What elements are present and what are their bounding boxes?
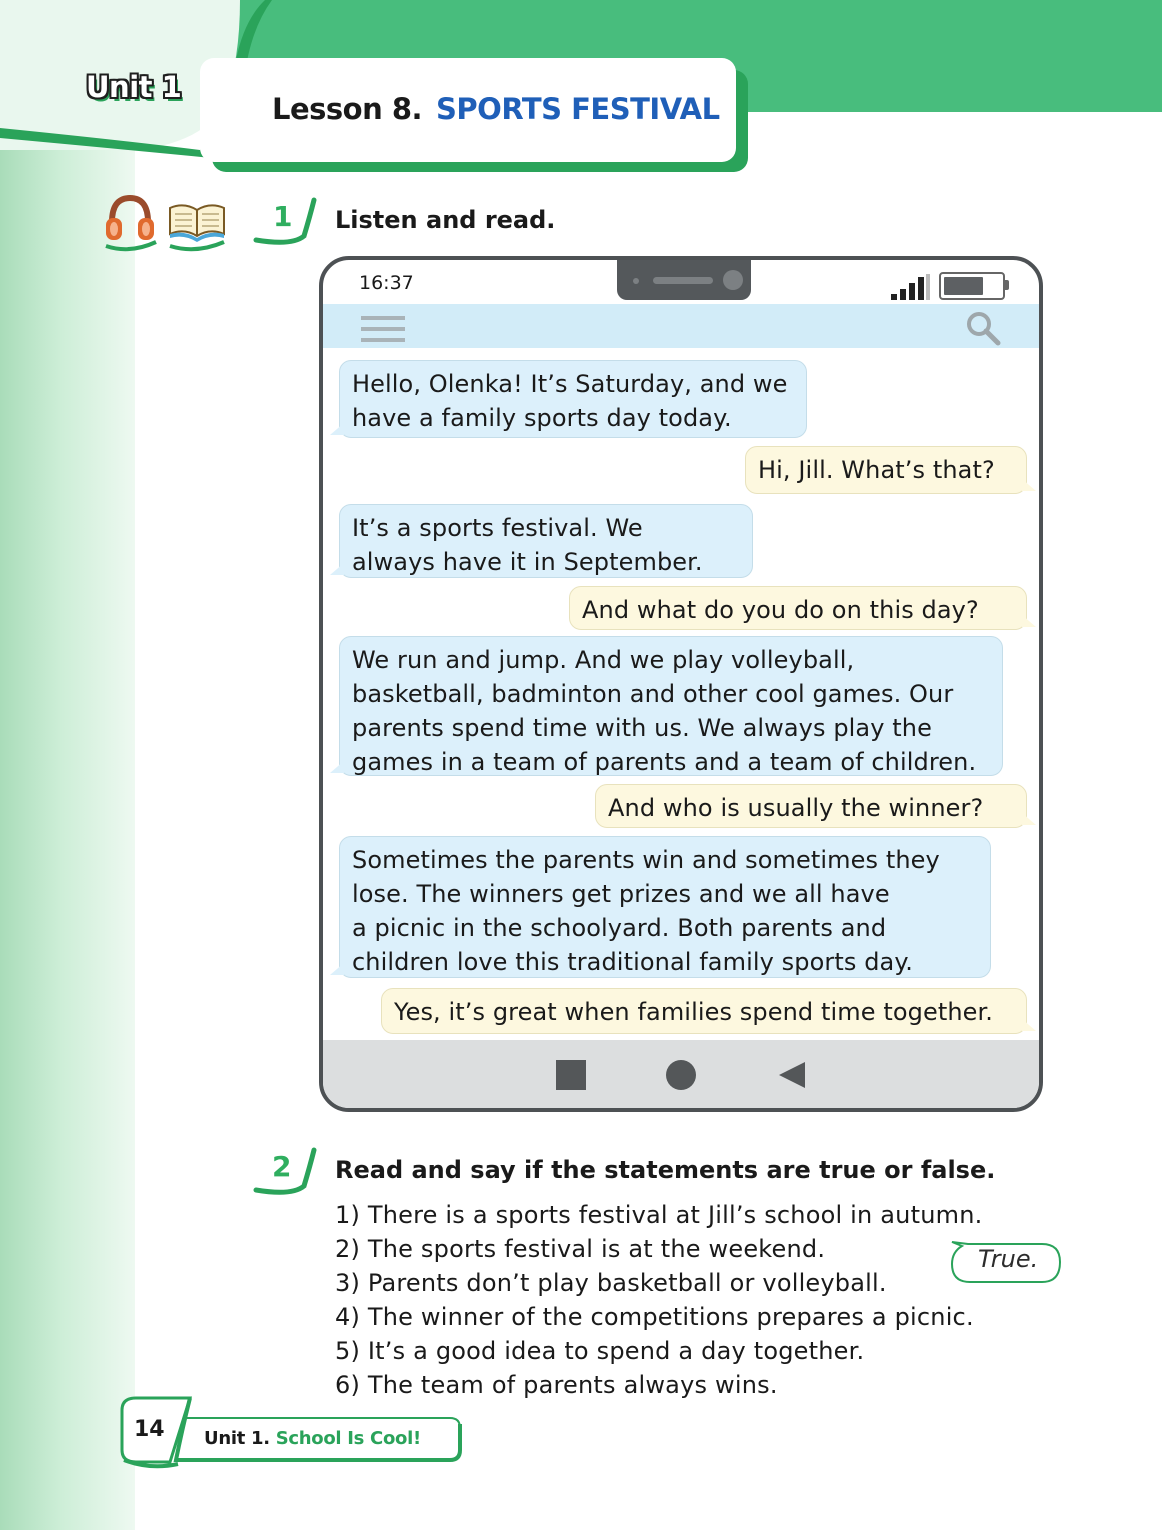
status-time: 16:37: [359, 272, 414, 294]
chat-message-outgoing: And who is usually the winner?: [595, 784, 1027, 828]
phone-notch: [617, 260, 751, 300]
notch-speaker: [653, 277, 713, 284]
chat-message-outgoing: Hi, Jill. What’s that?: [745, 446, 1027, 494]
app-bar: [323, 304, 1039, 348]
statement-item: 5) It’s a good idea to spend a day together.: [335, 1337, 865, 1365]
statement-item: 3) Parents don’t play basketball or volleyball.: [335, 1269, 887, 1297]
task-1-heading: Listen and read.: [335, 206, 556, 234]
chat-message-incoming: It’s a sports festival. We always have it in September.: [339, 504, 753, 578]
search-icon[interactable]: [965, 310, 1001, 346]
battery-level: [944, 277, 983, 295]
unit-badge: Unit 1: [86, 70, 182, 104]
lesson-title: [272, 92, 720, 136]
footer-unit-number: Unit 1.: [204, 1428, 270, 1449]
chat-message-incoming: We run and jump. And we play volleyball, basketball, badminton and other cool games. Our parents spend time with us. We always play the games in a team of parents and a team of children.: [339, 636, 1003, 776]
menu-icon[interactable]: [361, 314, 405, 344]
statement-item: 4) The winner of the competitions prepares a picnic.: [335, 1303, 974, 1331]
notch-camera: [723, 270, 743, 290]
signal-icon: [891, 274, 931, 300]
task-2-number: 2: [272, 1150, 292, 1183]
chat-message-outgoing: Yes, it’s great when families spend time together.: [381, 988, 1027, 1034]
lesson-number: Lesson 8.: [272, 92, 423, 126]
headphones-icon: [102, 192, 158, 252]
lesson-name: SPORTS FESTIVAL: [436, 92, 720, 126]
footer-unit-label: [204, 1428, 421, 1449]
example-answer: True.: [978, 1245, 1039, 1273]
statement-item: 1) There is a sports festival at Jill’s school in autumn.: [335, 1201, 983, 1229]
statement-item: 2) The sports festival is at the weekend.: [335, 1235, 826, 1263]
chat-message-incoming: Hello, Olenka! It’s Saturday, and we have a family sports day today.: [339, 360, 807, 438]
statement-item: 6) The team of parents always wins.: [335, 1371, 778, 1399]
chat-message-incoming: Sometimes the parents win and sometimes they lose. The winners get prizes and we all have a picnic in the schoolyard. Both parents and children love this traditional family sports day.: [339, 836, 991, 978]
page-number: 14: [134, 1417, 165, 1442]
phone-nav-bar: [323, 1040, 1039, 1108]
task-1-number: 1: [273, 200, 293, 233]
back-button[interactable]: [777, 1060, 807, 1090]
battery-icon: [939, 272, 1005, 300]
footer-unit-name: School Is Cool!: [275, 1428, 421, 1449]
battery-tip: [1005, 280, 1009, 290]
recent-apps-button[interactable]: [556, 1060, 586, 1090]
task-2-heading: Read and say if the statements are true or false.: [335, 1156, 996, 1184]
notch-sensor: [633, 278, 639, 284]
phone-mockup: [319, 256, 1043, 1112]
home-button[interactable]: [666, 1060, 696, 1090]
chat-message-outgoing: And what do you do on this day?: [569, 586, 1027, 630]
open-book-icon: [166, 194, 228, 252]
